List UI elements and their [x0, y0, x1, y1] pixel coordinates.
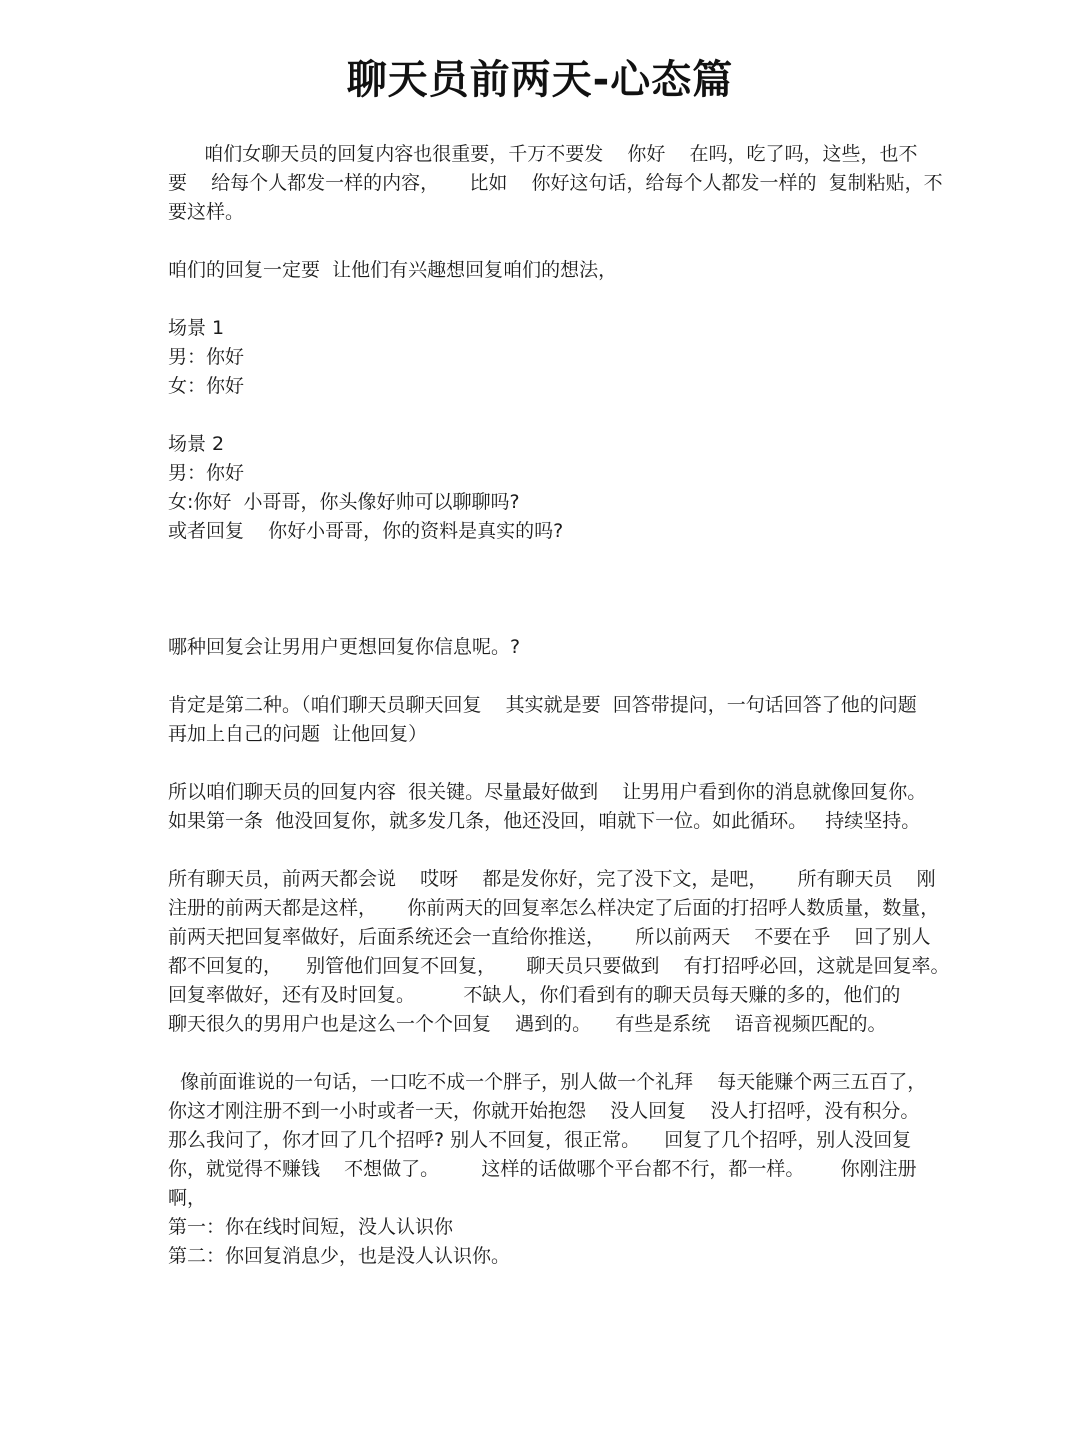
- answer-line: 肯定是第二种。（咱们聊天员聊天回复 其实就是要 回答带提问，一句话回答了他的问题: [168, 694, 917, 716]
- intro-line: 要 给每个人都发一样的内容， 比如 你好这句话，给每个人都发一样的 复制粘贴，不: [168, 172, 943, 194]
- document-body: [168, 140, 953, 1271]
- mindset-line: 你，就觉得不赚钱 不想做了。 这样的话做哪个平台都不行，都一样。 你刚注册: [168, 1158, 917, 1180]
- key-point-line: 如果第一条 他没回复你，就多发几条，他还没回，咱就下一位。如此循环。 持续坚持。: [168, 810, 921, 832]
- reply-rate-line: 聊天很久的男用户也是这么一个个回复 遇到的。 有些是系统 语音视频匹配的。: [168, 1013, 887, 1035]
- question-line: 哪种回复会让男用户更想回复你信息呢。?: [168, 636, 521, 658]
- mindset-line: 像前面谁说的一句话，一口吃不成一个胖子，别人做一个礼拜 每天能赚个两三五百了，: [168, 1071, 927, 1093]
- document-title: 聊天员前两天-心态篇: [346, 57, 734, 103]
- scene-2-line: 或者回复 你好小哥哥，你的资料是真实的吗?: [168, 520, 564, 542]
- scene-2-heading: 场景 2: [168, 433, 225, 455]
- reply-rate-line: 回复率做好，还有及时回复。 不缺人，你们看到有的聊天员每天赚的多的，他们的: [168, 984, 901, 1006]
- scene-1-heading: 场景 1: [168, 317, 225, 339]
- mindset-line: 你这才刚注册不到一小时或者一天，你就开始抱怨 没人回复 没人打招呼，没有积分。: [168, 1100, 920, 1122]
- scene-2-line: 女:你好 小哥哥，你头像好帅可以聊聊吗?: [168, 491, 520, 513]
- reply-rate-line: 都不回复的， 别管他们回复不回复， 聊天员只要做到 有打招呼必回，这就是回复率。: [168, 955, 950, 977]
- scene-2-line: 男：你好: [168, 462, 245, 484]
- reason-1-line: 第一：你在线时间短，没人认识你: [168, 1216, 454, 1238]
- intro-line: 要这样。: [168, 201, 245, 223]
- reply-goal-line: 咱们的回复一定要 让他们有兴趣想回复咱们的想法，: [168, 259, 618, 281]
- mindset-line: 啊，: [168, 1187, 207, 1209]
- reply-rate-line: 所有聊天员，前两天都会说 哎呀 都是发你好，完了没下文，是吧， 所有聊天员 刚: [168, 868, 936, 890]
- reason-2-line: 第二：你回复消息少，也是没人认识你。: [168, 1245, 511, 1267]
- key-point-line: 所以咱们聊天员的回复内容 很关键。尽量最好做到 让男用户看到你的消息就像回复你。: [168, 781, 927, 803]
- mindset-line: 那么我问了，你才回了几个招呼? 别人不回复，很正常。 回复了几个招呼，别人没回复: [168, 1129, 912, 1151]
- scene-1-line: 男：你好: [168, 346, 245, 368]
- reply-rate-line: 前两天把回复率做好，后面系统还会一直给你推送， 所以前两天 不要在乎 回了别人: [168, 926, 931, 948]
- answer-line: 再加上自己的问题 让他回复）: [168, 723, 428, 745]
- scene-1-line: 女：你好: [168, 375, 245, 397]
- reply-rate-line: 注册的前两天都是这样， 你前两天的回复率怎么样决定了后面的打招呼人数质量，数量，: [168, 897, 940, 919]
- intro-line: 咱们女聊天员的回复内容也很重要，千万不要发 你好 在吗，吃了吗，这些，也不: [168, 143, 918, 165]
